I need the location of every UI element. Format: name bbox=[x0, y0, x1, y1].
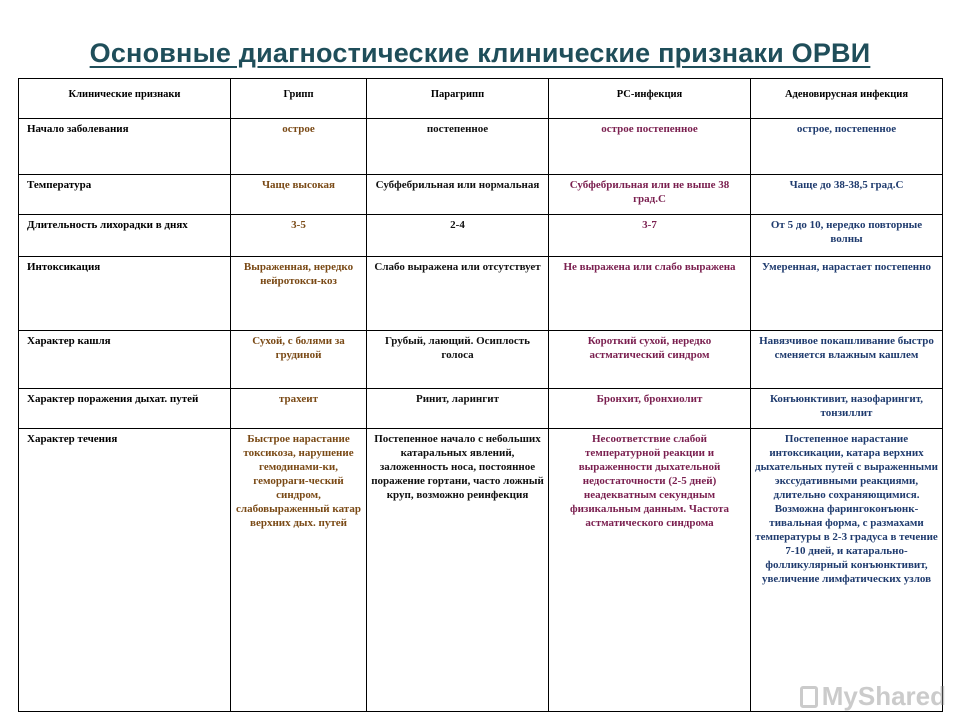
row-label: Характер поражения дыхат. путей bbox=[19, 389, 231, 429]
column-header-flu: Грипп bbox=[231, 79, 367, 119]
cell-flu: Сухой, с болями за грудиной bbox=[231, 331, 367, 389]
row-label: Начало заболевания bbox=[19, 119, 231, 175]
cell-rs-infection: Не выражена или слабо выражена bbox=[549, 257, 751, 331]
cell-adenovirus: Навязчивое покашливание быстро сменяется влажным кашлем bbox=[751, 331, 943, 389]
cell-parainfluenza: Субфебрильная или нормальная bbox=[367, 175, 549, 215]
cell-adenovirus: Постепенное нарастание интоксикации, катара верхних дыхательных путей с выраженными экссудативными реакциями, длительно сохраняющимися. Возможна фарингоконъюнк-тивальная форма, с размахами температуры в 2-3 градуса в течение 7-10 дней, и катарально-фолликулярный конъюнктивит, увеличение лимфатических узлов bbox=[751, 429, 943, 712]
column-header-signs: Клинические признаки bbox=[19, 79, 231, 119]
cell-rs-infection: Короткий сухой, нередко астматический синдром bbox=[549, 331, 751, 389]
row-label: Длительность лихорадки в днях bbox=[19, 215, 231, 257]
cell-adenovirus: острое, постепенное bbox=[751, 119, 943, 175]
cell-parainfluenza: 2-4 bbox=[367, 215, 549, 257]
cell-rs-infection: Бронхит, бронхиолит bbox=[549, 389, 751, 429]
cell-flu: Чаще высокая bbox=[231, 175, 367, 215]
table-row bbox=[19, 429, 943, 712]
cell-parainfluenza: Слабо выражена или отсутствует bbox=[367, 257, 549, 331]
cell-parainfluenza: Постепенное начало с небольших катаральных явлений, заложенность носа, постоянное поражение гортани, часто ложный круп, возможно реинфекция bbox=[367, 429, 549, 712]
cell-adenovirus: Конъюнктивит, назофарингит, тонзиллит bbox=[751, 389, 943, 429]
cell-rs-infection: Субфебрильная или не выше 38 град.С bbox=[549, 175, 751, 215]
cell-parainfluenza: Ринит, ларингит bbox=[367, 389, 549, 429]
row-label: Характер течения bbox=[19, 429, 231, 712]
table-row bbox=[19, 215, 943, 257]
cell-rs-infection: Несоответствие слабой температурной реакции и выраженности дыхательной недостаточности (2-5 дней) неадекватным секундным физикальным данным. Частота астматического синдрома bbox=[549, 429, 751, 712]
symptoms-table bbox=[18, 78, 943, 712]
column-header-parainfluenza: Парагрипп bbox=[367, 79, 549, 119]
cell-parainfluenza: постепенное bbox=[367, 119, 549, 175]
row-label: Интоксикация bbox=[19, 257, 231, 331]
page-title: Основные диагностические клинические признаки ОРВИ bbox=[89, 38, 871, 68]
watermark-logo-icon bbox=[800, 686, 818, 708]
cell-flu: острое bbox=[231, 119, 367, 175]
watermark bbox=[800, 681, 946, 712]
cell-rs-infection: острое постепенное bbox=[549, 119, 751, 175]
cell-adenovirus: Умеренная, нарастает постепенно bbox=[751, 257, 943, 331]
table-row bbox=[19, 331, 943, 389]
watermark-text: MyShared bbox=[821, 681, 946, 711]
cell-flu: Быстрое нарастание токсикоза, нарушение гемодинами-ки, геморраги-ческий синдром, слабовыраженный катар верхних дых. путей bbox=[231, 429, 367, 712]
cell-adenovirus: Чаще до 38-38,5 град.С bbox=[751, 175, 943, 215]
row-label: Температура bbox=[19, 175, 231, 215]
table-row bbox=[19, 389, 943, 429]
cell-adenovirus: От 5 до 10, нередко повторные волны bbox=[751, 215, 943, 257]
cell-flu: Выраженная, нередко нейротокси-коз bbox=[231, 257, 367, 331]
cell-rs-infection: 3-7 bbox=[549, 215, 751, 257]
table-row bbox=[19, 257, 943, 331]
table-row bbox=[19, 175, 943, 215]
cell-parainfluenza: Грубый, лающий. Осиплость голоса bbox=[367, 331, 549, 389]
row-label: Характер кашля bbox=[19, 331, 231, 389]
table-row bbox=[19, 119, 943, 175]
cell-flu: 3-5 bbox=[231, 215, 367, 257]
table-header-row bbox=[19, 79, 943, 119]
cell-flu: трахеит bbox=[231, 389, 367, 429]
column-header-adenovirus: Аденовирусная инфекция bbox=[751, 79, 943, 119]
column-header-rs-infection: РС-инфекция bbox=[549, 79, 751, 119]
